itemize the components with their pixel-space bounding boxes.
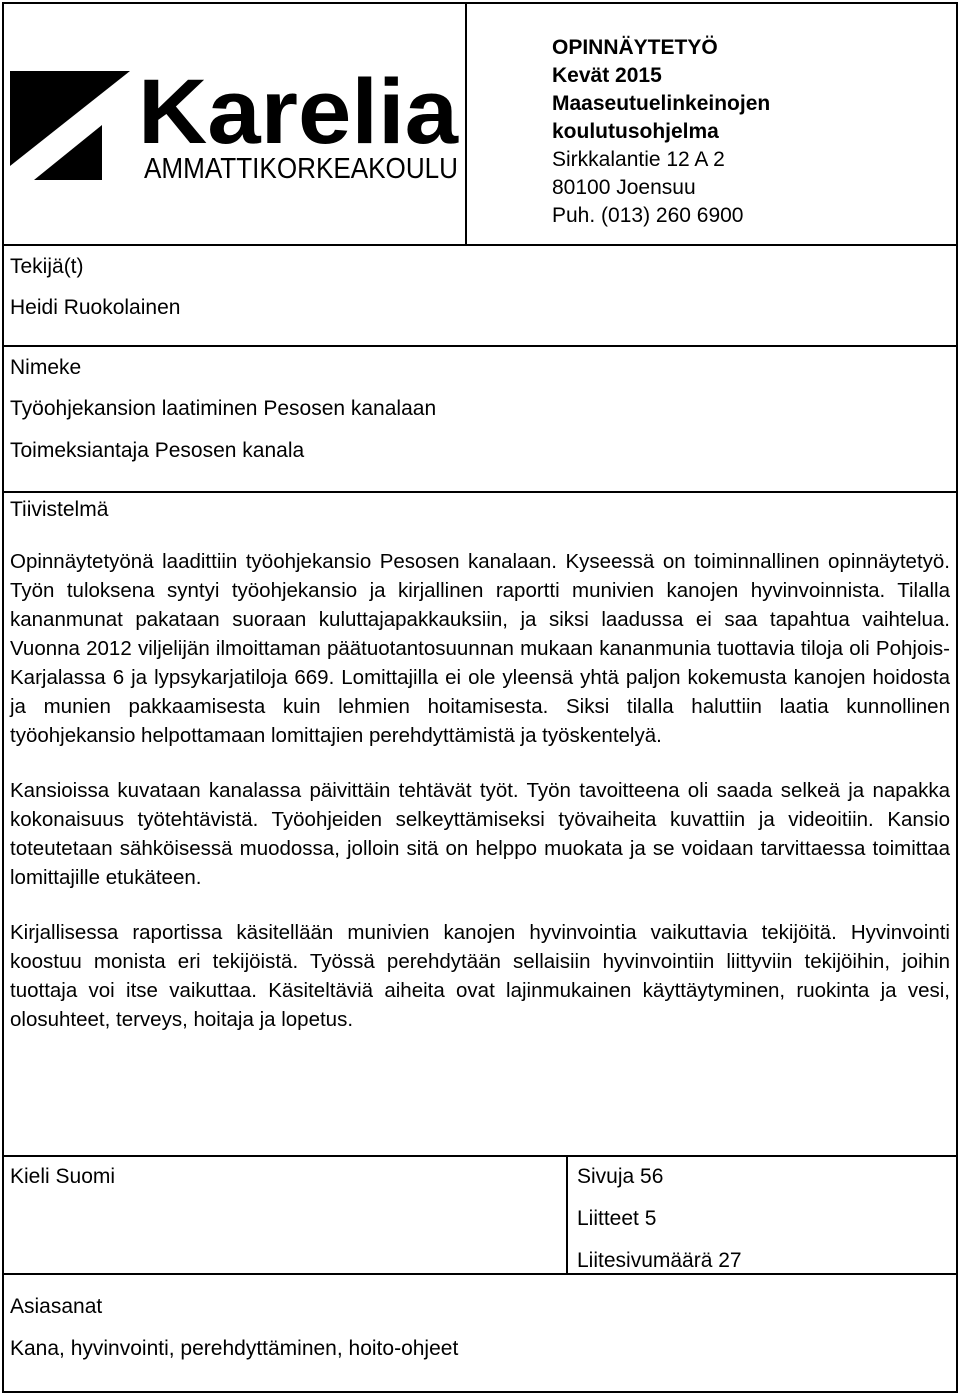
logo-subtitle: AMMATTIKORKEAKOULU	[144, 153, 458, 183]
footer-middle-rule	[2, 1273, 958, 1275]
title-label: Nimeke	[10, 356, 82, 379]
semester: Kevät 2015	[552, 64, 662, 87]
logo-wordmark: Karelia	[138, 68, 459, 163]
author-bottom-rule	[2, 345, 958, 347]
programme-line-2: koulutusohjelma	[552, 120, 719, 143]
page-count: Sivuja 56	[577, 1165, 664, 1188]
outer-top-border	[2, 2, 958, 4]
document-type: OPINNÄYTETYÖ	[552, 36, 718, 59]
programme-line-1: Maaseutuelinkeinojen	[552, 92, 771, 115]
appendix-page-count: Liitesivumäärä 27	[577, 1249, 742, 1272]
footer-column-divider	[566, 1155, 568, 1274]
author-value: Heidi Ruokolainen	[10, 296, 181, 319]
header-bottom-rule	[2, 244, 958, 246]
address-postal: 80100 Joensuu	[552, 176, 696, 199]
outer-left-border	[2, 2, 4, 1393]
abstract-body	[10, 547, 950, 1034]
keywords-label: Asiasanat	[10, 1295, 103, 1318]
appendix-count: Liitteet 5	[577, 1207, 657, 1230]
language: Kieli Suomi	[10, 1165, 116, 1188]
commissioner: Toimeksiantaja Pesosen kanala	[10, 439, 305, 462]
abstract-label: Tiivistelmä	[10, 498, 109, 521]
abstract-bottom-rule	[2, 1155, 958, 1157]
abstract-paragraph-1: Opinnäytetyönä laadittiin työohjekansio Pesosen kanalaan. Kyseessä on toiminnallinen opinnäytetyö. Työn tuloksena syntyi työohjekansio ja kirjallinen raportti munivien kanojen hyvinvoinnista. Tilalla kananmunat pakataan suoraan kuluttajapakkauksiin, ja siksi laadussa ei saa tapahtua vaihtelua. Vuonna 2012 viljelijän ilmoittaman päätuotantosuunnan mukaan kananmunia tuottavia tiloja oli Pohjois-Karjalassa 6 ja lypsykarjatiloja 669. Lomittajilla ei ole yleensä yhtä paljon kokemusta kanojen hoidosta ja munien pakkaamisesta kuin lehmien hoitamisesta. Siksi tilalla haluttiin laatia kunnollinen työohjekansio helpottamaan lomittajien perehdyttämistä ja työskentelyä.	[10, 550, 950, 747]
title-bottom-rule	[2, 491, 958, 493]
header-column-divider	[465, 2, 467, 244]
outer-right-border	[956, 2, 958, 1393]
karelia-logo	[10, 68, 462, 183]
title-value: Työohjekansion laatiminen Pesosen kanalaan	[10, 397, 437, 420]
abstract-paragraph-3: Kirjallisessa raportissa käsitellään munivien kanojen hyvinvointia vaikuttavia tekijöitä. Hyvinvointi koostuu monista eri tekijöistä. Työssä perehdytään sellaisiin hyvinvointiin liittyviin tekijöihin, joihin tuottaja voi itse vaikuttaa. Käsiteltäviä aiheita ovat lajinmukainen käyttäytyminen, ruokinta ja vesi, olosuhteet, terveys, hoitaja ja lopetus.	[10, 921, 950, 1031]
phone-number: Puh. (013) 260 6900	[552, 204, 744, 227]
address-street: Sirkkalantie 12 A 2	[552, 148, 725, 171]
outer-bottom-border	[2, 1391, 958, 1393]
keywords-value: Kana, hyvinvointi, perehdyttäminen, hoito-ohjeet	[10, 1337, 459, 1360]
abstract-paragraph-2: Kansioissa kuvataan kanalassa päivittäin tehtävät työt. Työn tavoitteena oli saada selkeä ja napakka kokonaisuus työtehtävistä. Työohjeiden selkeyttämiseksi työvaiheita kuvattiin ja videoitiin. Kansio toteutetaan sähköisessä muodossa, jolloin sitä on helppo muokata ja se voidaan tarvittaessa toimittaa lomittajille etukäteen.	[10, 779, 950, 889]
author-label: Tekijä(t)	[10, 255, 84, 278]
